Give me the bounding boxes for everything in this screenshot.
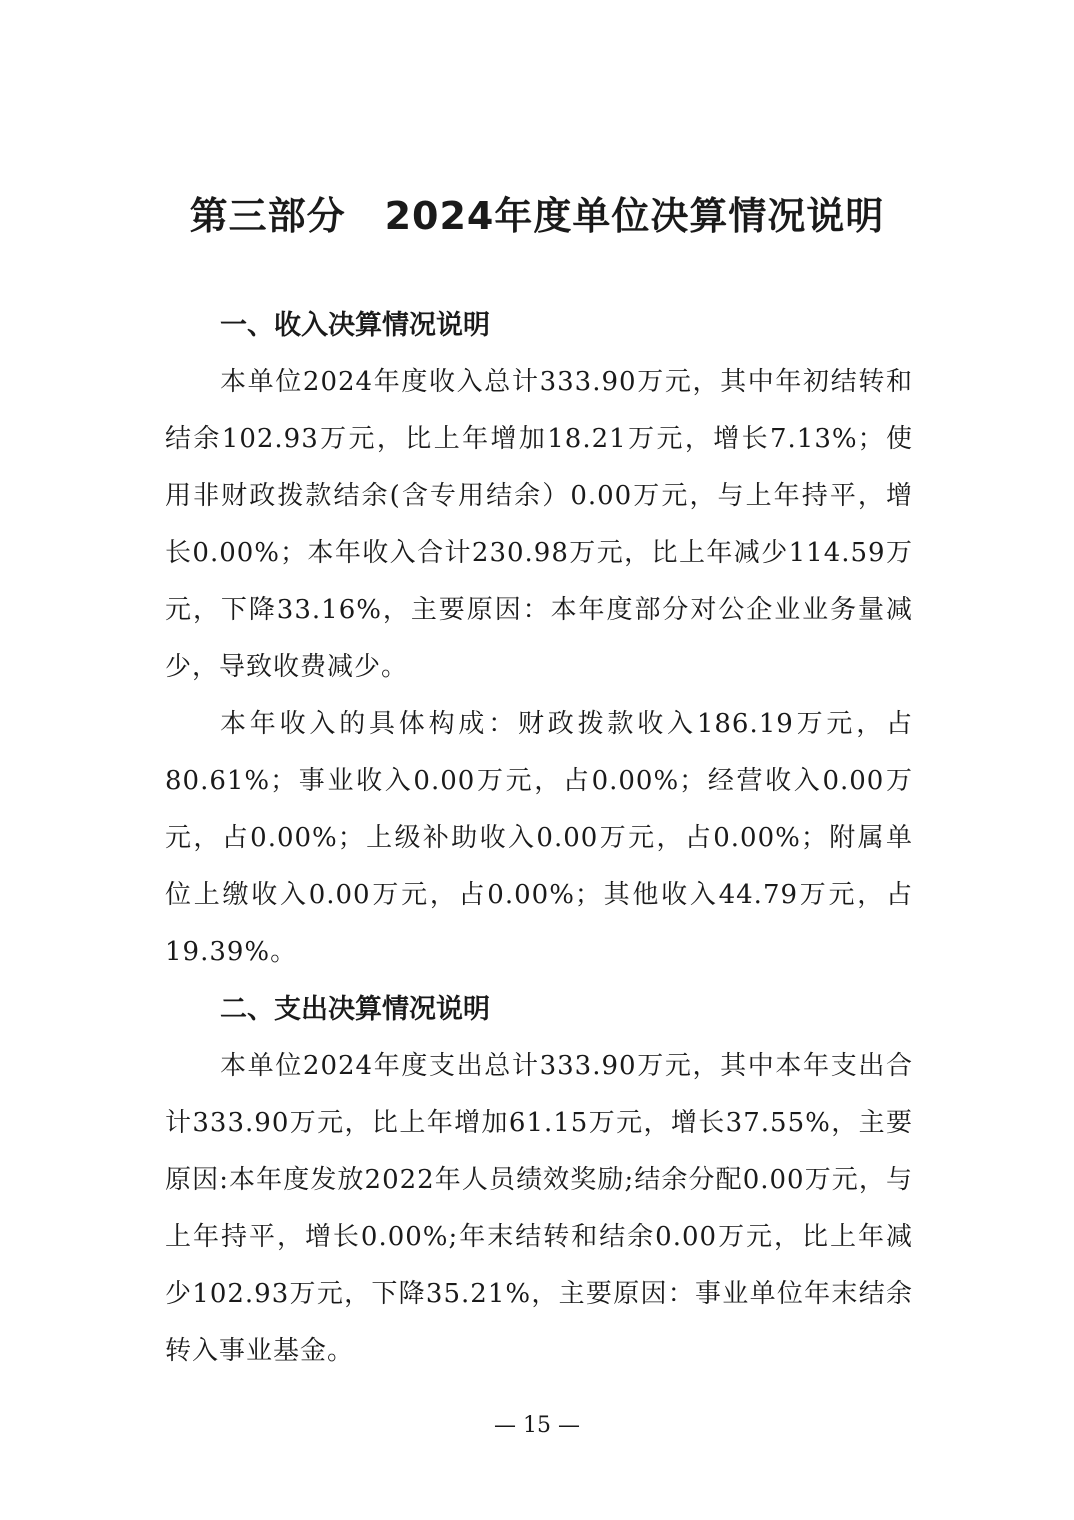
paragraph: 本年收入的具体构成：财政拨款收入186.19万元，占80.61%；事业收入0.00万元，占0.00%；经营收入0.00万元，占0.00%；上级补助收入0.00万元，占0.00%；附属单位上缴收入0.00万元，占0.00%；其他收入44.79万元，占19.39%。 xyxy=(165,709,913,967)
paragraph: 本单位2024年度收入总计333.90万元，其中年初结转和结余102.93万元，比上年增加18.21万元，增长7.13%；使用非财政拨款结余(含专用结余）0.00万元，与上年持平，增长0.00%；本年收入合计230.98万元，比上年减少114.59万元，下降33.16%，主要原因：本年度部分对公企业业务量减少，导致收费减少。 xyxy=(165,367,913,682)
section-income xyxy=(165,297,913,981)
paragraph: 本单位2024年度支出总计333.90万元，其中本年支出合计333.90万元，比上年增加61.15万元，增长37.55%，主要原因:本年度发放2022年人员绩效奖励;结余分配0.00万元，与上年持平，增长0.00%;年末结转和结余0.00万元，比上年减少102.93万元，下降35.21%，主要原因：事业单位年末结余转入事业基金。 xyxy=(165,1051,913,1366)
page-number: — 15 — xyxy=(494,1413,580,1438)
section-heading: 二、支出决算情况说明 xyxy=(220,994,490,1025)
section-expenditure xyxy=(165,981,913,1380)
document-body xyxy=(165,297,913,1380)
page-title: 第三部分 2024年度单位决算情况说明 xyxy=(189,194,885,238)
section-heading: 一、收入决算情况说明 xyxy=(220,310,490,341)
